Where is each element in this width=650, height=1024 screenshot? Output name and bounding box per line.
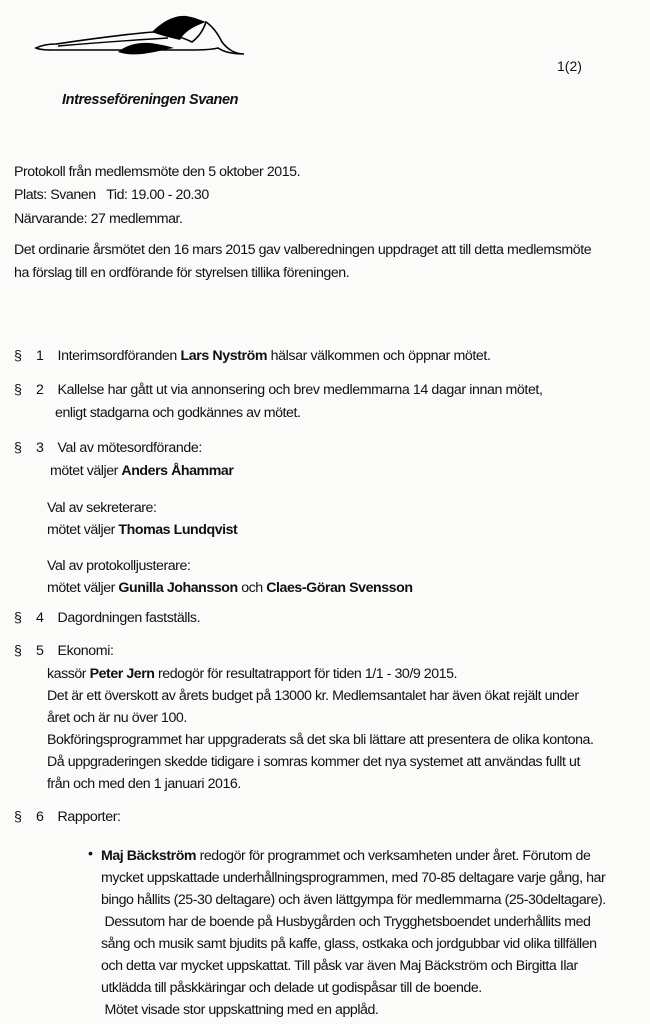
meeting-place: Plats: Svanen [14, 187, 96, 203]
section-symbol: § [14, 809, 22, 825]
economy-line-4: Bokföringsprogrammet har uppgraderats så det ska bli lättare att presentera de olika kontona. [47, 732, 594, 748]
section-text: Interimsordföranden [57, 348, 181, 364]
section-text: redogör för resultatrapport för tiden 1/1 - 30/9 2015. [154, 666, 458, 682]
meeting-place-time [14, 186, 209, 204]
bullet-icon: • [88, 846, 93, 862]
section-2 [14, 382, 543, 398]
report-line-7: utklädda till påskkäringar och delade ut godispåsar till de boende. [101, 980, 482, 996]
section-number: 5 [36, 643, 44, 659]
section-text: Dagordningen fastställs. [57, 610, 201, 626]
section-3 [14, 440, 202, 456]
report-line-3: bingo hållits (25-30 deltagare) och även lättgympa för medlemmarna (25-30deltagare). [101, 892, 606, 908]
page-number: 1(2) [557, 58, 582, 74]
person-name: Anders Åhammar [121, 463, 234, 479]
section-text: mötet väljer [50, 463, 122, 479]
meeting-time: Tid: 19.00 - 20.30 [106, 187, 209, 203]
section-number: 3 [36, 440, 44, 456]
section-text: mötet väljer [47, 580, 119, 596]
report-line-1 [101, 847, 590, 865]
background-line-2: ha förslag till en ordförande för styrelsen tillika föreningen. [14, 265, 350, 281]
report-line-4: Dessutom har de boende på Husbygården och Trygghetsboendet underhållits med [101, 914, 591, 930]
person-name: Gunilla Johansson [118, 580, 238, 596]
person-name: Lars Nyström [180, 348, 268, 364]
economy-line-1 [47, 665, 457, 683]
chair-election [50, 462, 233, 480]
section-text: mötet väljer [47, 522, 119, 538]
report-line-2: mycket uppskattade underhållningsprogrammen, med 70-85 deltagare varje gång, har [101, 870, 606, 886]
section-text: och [237, 580, 267, 596]
section-text: redogör för programmet och verksamheten under året. Förutom de [196, 848, 591, 864]
section-heading: Ekonomi: [57, 643, 114, 659]
section-symbol: § [14, 440, 22, 456]
report-line-5: sång och musik samt bjudits på kaffe, glass, ostkaka och jordgubbar vid olika tillfällen [101, 936, 597, 952]
secretary-heading: Val av sekreterare: [47, 500, 157, 516]
economy-line-6: från och med den 1 januari 2016. [47, 776, 241, 792]
section-number: 4 [36, 610, 44, 626]
adjusters-heading: Val av protokolljusterare: [47, 558, 191, 574]
report-line-8: Mötet visade stor uppskattning med en applåd. [101, 1002, 379, 1018]
section-symbol: § [14, 382, 22, 398]
organization-name: Intresseföreningen Svanen [62, 92, 239, 108]
section-heading: Rapporter: [57, 809, 121, 825]
person-name: Thomas Lundqvist [118, 522, 238, 538]
economy-line-3: året och är nu över 100. [47, 710, 187, 726]
economy-line-2: Det är ett överskott av årets budget på 13000 kr. Medlemsantalet har även ökat rejält under [47, 688, 579, 704]
background-line-1: Det ordinarie årsmötet den 16 mars 2015 gav valberedningen uppdraget att till detta medlemsmöte [14, 242, 592, 258]
section-number: 6 [36, 809, 44, 825]
section-symbol: § [14, 643, 22, 659]
section-4 [14, 610, 200, 626]
section-number: 1 [36, 348, 44, 364]
person-name: Maj Bäckström [101, 848, 197, 864]
section-2-line-2: enligt stadgarna och godkännes av mötet. [55, 405, 301, 421]
section-text: hälsar välkommen och öppnar mötet. [267, 348, 491, 364]
report-line-6: och detta var mycket uppskattat. Till påsk var även Maj Bäckström och Birgitta Ilar [101, 958, 578, 974]
section-1 [14, 348, 491, 364]
section-heading: Val av mötesordförande: [57, 440, 202, 456]
section-6 [14, 809, 121, 825]
economy-line-5: Då uppgraderingen skedde tidigare i somras kommer det nya systemet att användas fullt ut [47, 754, 580, 770]
adjusters-election [47, 579, 413, 597]
section-number: 2 [36, 382, 44, 398]
section-text: kassör [47, 666, 90, 682]
secretary-election [47, 521, 237, 539]
section-symbol: § [14, 610, 22, 626]
section-symbol: § [14, 348, 22, 364]
section-text: Kallelse har gått ut via annonsering och brev medlemmarna 14 dagar innan mötet, [57, 382, 543, 398]
protocol-title: Protokoll från medlemsmöte den 5 oktober 2015. [14, 164, 301, 180]
person-name: Peter Jern [89, 666, 155, 682]
attendance: Närvarande: 27 medlemmar. [14, 211, 183, 227]
swan-logo-icon [34, 12, 246, 56]
person-name: Claes-Göran Svensson [266, 580, 413, 596]
section-5 [14, 643, 114, 659]
